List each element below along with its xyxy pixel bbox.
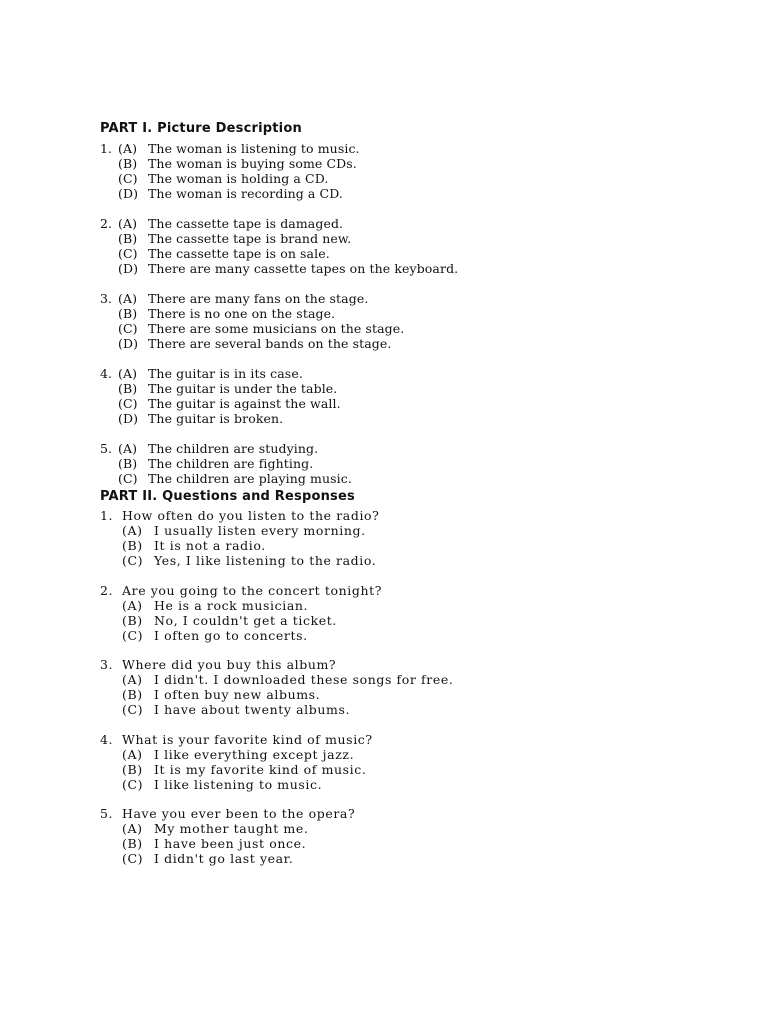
option-text: The cassette tape is damaged.: [148, 216, 344, 231]
option-text: I have been just once.: [154, 836, 307, 851]
option-label: (A): [118, 216, 138, 231]
option-label: (B): [118, 456, 138, 471]
option-text: I like listening to music.: [154, 777, 323, 792]
option-text: The woman is listening to music.: [148, 141, 360, 156]
question-text: Are you going to the concert tonight?: [122, 583, 383, 598]
option-text: He is a rock musician.: [154, 598, 309, 613]
option: [118, 366, 303, 381]
option-text: The guitar is in its case.: [148, 366, 303, 381]
option-label: (B): [118, 381, 138, 396]
option-text: No, I couldn't get a ticket.: [154, 613, 337, 628]
option: [118, 216, 343, 231]
question-text: Have you ever been to the opera?: [122, 806, 356, 821]
option-text: It is not a radio.: [154, 538, 266, 553]
option-label: (C): [118, 396, 138, 411]
question-text: How often do you listen to the radio?: [122, 508, 380, 523]
option-label: (B): [118, 231, 138, 246]
option: [118, 291, 368, 306]
option-text: There are many cassette tapes on the keyboard.: [148, 261, 459, 276]
option-label: (B): [122, 687, 143, 702]
option-text: The children are playing music.: [148, 471, 352, 486]
option-text: It is my favorite kind of music.: [154, 762, 367, 777]
option-label: (C): [118, 321, 138, 336]
option-text: There are some musicians on the stage.: [148, 321, 405, 336]
item-number: 1.: [100, 141, 113, 156]
part1-title: PART I. Picture Description: [100, 121, 302, 136]
item-number: 2.: [100, 216, 113, 231]
option-label: (A): [122, 747, 143, 762]
option-text: My mother taught me.: [154, 821, 309, 836]
option-text: I have about twenty albums.: [154, 702, 351, 717]
option-label: (D): [118, 411, 139, 426]
question-text: What is your favorite kind of music?: [122, 732, 373, 747]
option-label: (A): [118, 291, 138, 306]
item-number: 4.: [100, 366, 113, 381]
option: [118, 156, 357, 171]
option-text: I didn't. I downloaded these songs for free.: [154, 672, 454, 687]
option-label: (B): [122, 613, 143, 628]
option: [122, 836, 306, 851]
option: [122, 628, 308, 643]
option: [122, 687, 320, 702]
option-text: The woman is buying some CDs.: [148, 156, 357, 171]
option-label: (B): [122, 762, 143, 777]
item-number: 3.: [100, 657, 114, 672]
option-text: I like everything except jazz.: [154, 747, 355, 762]
option-label: (A): [118, 141, 138, 156]
option-label: (A): [118, 441, 138, 456]
option: [122, 598, 308, 613]
option-label: (C): [118, 246, 138, 261]
option: [122, 672, 453, 687]
option-text: Yes, I like listening to the radio.: [154, 553, 377, 568]
option-label: (D): [118, 336, 139, 351]
option-text: The children are studying.: [148, 441, 319, 456]
option-text: The cassette tape is on sale.: [148, 246, 330, 261]
option-label: (C): [122, 628, 144, 643]
option-label: (C): [122, 702, 144, 717]
option-label: (B): [122, 836, 143, 851]
option: [122, 762, 366, 777]
option-label: (C): [122, 851, 144, 866]
option: [122, 702, 350, 717]
option-label: (D): [118, 186, 139, 201]
option: [122, 613, 337, 628]
option-text: I usually listen every morning.: [154, 523, 366, 538]
option-text: I often buy new albums.: [154, 687, 321, 702]
option: [118, 336, 391, 351]
option: [118, 141, 360, 156]
option-label: (C): [122, 553, 144, 568]
option: [122, 553, 376, 568]
option-text: The guitar is under the table.: [148, 381, 338, 396]
option: [122, 821, 308, 836]
item-number: 3.: [100, 291, 113, 306]
item-number: 5.: [100, 441, 113, 456]
option: [118, 306, 335, 321]
option-label: (D): [118, 261, 139, 276]
part2-title: PART II. Questions and Responses: [100, 489, 355, 504]
option-text: There are many fans on the stage.: [148, 291, 369, 306]
option: [118, 411, 283, 426]
option: [122, 777, 322, 792]
option-text: I often go to concerts.: [154, 628, 308, 643]
option: [118, 231, 351, 246]
option: [118, 471, 352, 486]
option-text: There is no one on the stage.: [148, 306, 336, 321]
option: [118, 441, 318, 456]
option-label: (A): [122, 523, 143, 538]
item-number: 1.: [100, 508, 114, 523]
option-label: (B): [118, 306, 138, 321]
option-text: The guitar is broken.: [148, 411, 284, 426]
option: [118, 456, 313, 471]
option: [118, 171, 328, 186]
option-text: There are several bands on the stage.: [148, 336, 392, 351]
option-label: (B): [118, 156, 138, 171]
option-text: The woman is holding a CD.: [148, 171, 329, 186]
item-number: 4.: [100, 732, 114, 747]
option: [122, 851, 293, 866]
option: [118, 246, 330, 261]
option-text: The guitar is against the wall.: [148, 396, 341, 411]
option: [122, 747, 354, 762]
option: [118, 186, 343, 201]
option: [118, 381, 337, 396]
option-text: The woman is recording a CD.: [148, 186, 343, 201]
item-number: 5.: [100, 806, 114, 821]
option: [118, 261, 458, 276]
option-label: (A): [122, 598, 143, 613]
option: [122, 538, 266, 553]
option-label: (A): [118, 366, 138, 381]
option-text: I didn't go last year.: [154, 851, 294, 866]
option: [118, 396, 341, 411]
question-text: Where did you buy this album?: [122, 657, 337, 672]
option: [118, 321, 404, 336]
option-label: (C): [118, 171, 138, 186]
option: [122, 523, 366, 538]
option-label: (A): [122, 821, 143, 836]
option-label: (C): [122, 777, 144, 792]
option-text: The children are fighting.: [148, 456, 314, 471]
option-text: The cassette tape is brand new.: [148, 231, 352, 246]
option-label: (C): [118, 471, 138, 486]
item-number: 2.: [100, 583, 114, 598]
option-label: (A): [122, 672, 143, 687]
option-label: (B): [122, 538, 143, 553]
